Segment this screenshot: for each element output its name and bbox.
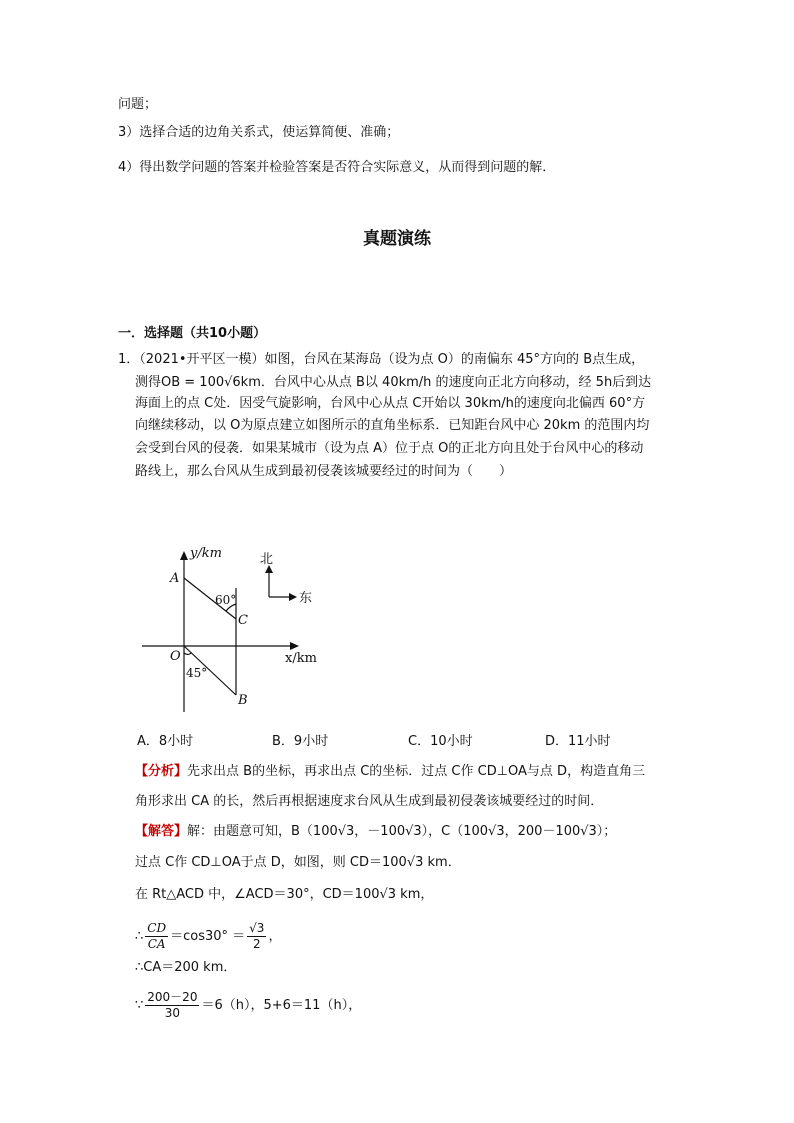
solution-line-3: 在 Rt△ACD 中，∠ACD＝30°，CD＝100√3 km， (135, 887, 434, 902)
section-heading: 一．选择题（共10小题） (118, 326, 267, 341)
solution-label: 【解答】 (135, 824, 188, 839)
point-a-label: A (170, 571, 180, 586)
analysis-line-1 (135, 763, 645, 781)
x-axis-label: x/km (285, 651, 317, 666)
point-c-label: C (238, 613, 248, 628)
solution-line-5: ∴CA＝200 km． (135, 960, 237, 975)
y-axis-label: y/km (190, 546, 222, 561)
fraction-sqrt3-2: $\frac{√3}{2}$ (249, 921, 265, 951)
solution-text: 解：由题意可知，B（100√3，－100√3），C（100√3，200－100√3）； (187, 824, 617, 839)
question-line: 向继续移动，以 O为原点建立如图所示的直角坐标系．已知距台风中心 20km 的范围内均 (135, 418, 650, 433)
intro-line-1: 问题； (118, 97, 158, 112)
angle-45-arc (184, 653, 191, 655)
analysis-text: 先求出点 B的坐标，再求出点 C的坐标．过点 C作 CD⊥OA与点 D，构造直角三 (187, 764, 646, 779)
solution-line-1 (135, 823, 616, 841)
y-axis-arrow-icon (180, 551, 188, 560)
question-line: 会受到台风的侵袭．如果某城市（设为点 A）位于点 O的正北方向且处于台风中心的移动 (135, 441, 644, 456)
option-c[interactable]: C．10小时 (408, 734, 473, 749)
question-line: 测得OB = 100√6km．台风中心从点 B以 40km/h 的速度向正北方向移动，经 5h后到达 (135, 375, 652, 390)
solution-line-4: ∴ $\frac{CD}{CA}$ ＝cos30° ＝ $\frac{√3}{2}$ ， (135, 921, 282, 951)
point-b-label: B (238, 693, 248, 708)
intro-line-3: 4）得出数学问题的答案并检验答案是否符合实际意义，从而得到问题的解． (118, 160, 556, 175)
angle-60-label: 60° (215, 593, 237, 607)
because-symbol: ∵ (135, 998, 144, 1013)
question-line: 路线上，那么台风从生成到最初侵袭该城要经过的时间为（ ） (135, 464, 513, 479)
option-b[interactable]: B．9小时 (272, 734, 329, 749)
therefore-symbol: ∴ (135, 929, 144, 944)
x-axis-arrow-icon (290, 642, 299, 650)
north-label: 北 (260, 552, 274, 567)
analysis-label: 【分析】 (135, 764, 188, 779)
point-o-label: O (170, 649, 181, 664)
angle-45-label: 45° (186, 666, 208, 680)
question-line: 1．（2021•开平区一模）如图，台风在某海岛（设为点 O）的南偏东 45°方向的 B点生成， (118, 352, 645, 367)
option-d[interactable]: D．11小时 (545, 734, 611, 749)
option-a[interactable]: A．8小时 (137, 734, 194, 749)
cos-text: ＝cos30° ＝ (170, 929, 246, 944)
question-line: 海面上的点 C处．因受气旋影响，台风中心从点 C开始以 30km/h的速度向北偏西 60°方 (135, 396, 646, 411)
fraction-time: $\frac{200-20}{30}$ (147, 990, 198, 1020)
intro-line-2: 3）选择合适的边角关系式，使运算简便、准确； (118, 125, 400, 140)
east-label: 东 (299, 591, 313, 606)
solution-line-6: ∵ $\frac{200-20}{30}$ ＝6（h），5+6＝11（h）， (135, 990, 362, 1020)
east-arrow-icon (289, 593, 297, 601)
analysis-line-2: 角形求出 CA 的长，然后再根据速度求台风从生成到最初侵袭该城要经过的时间． (135, 794, 604, 809)
section-title: 真题演练 (363, 229, 431, 249)
solution-line-2: 过点 C作 CD⊥OA于点 D，如图，则 CD＝100√3 km． (135, 855, 461, 870)
fraction-cd-ca: $\frac{CD}{CA}$ (147, 921, 167, 951)
